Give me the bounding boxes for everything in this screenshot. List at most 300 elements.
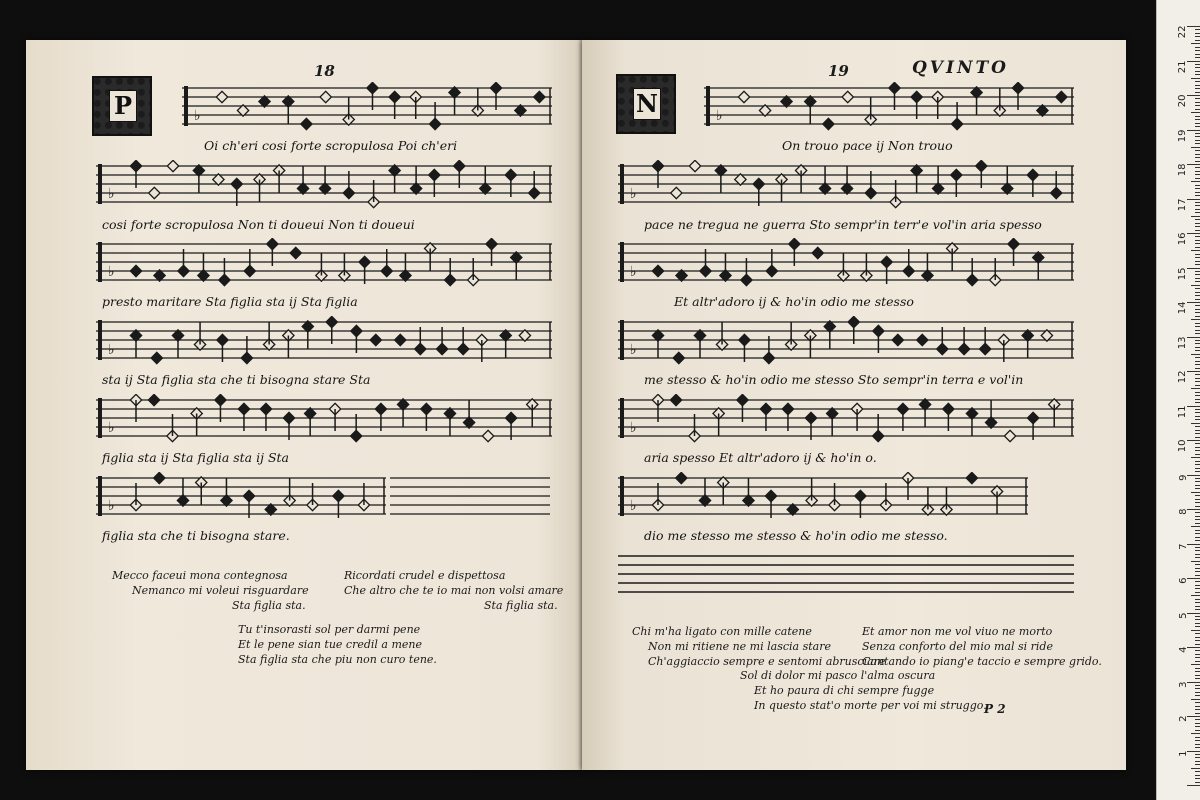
ruler-tick: [1195, 454, 1200, 455]
ruler-tick: [1195, 281, 1200, 282]
ruler-tick: [1191, 319, 1200, 320]
ruler-tick: [1195, 223, 1200, 224]
ruler-tick: [1195, 305, 1200, 306]
ruler-tick: [1195, 154, 1200, 155]
running-head: QVINTO: [912, 58, 1009, 78]
lyric-line: Oi ch'eri cosi forte scropulosa Poi ch'eri: [204, 138, 458, 153]
ruler-tick: [1195, 40, 1200, 41]
ruler-tick: [1195, 257, 1200, 258]
ruler-tick: [1195, 468, 1200, 469]
ruler-tick: [1195, 585, 1200, 586]
ruler-number: 10: [1177, 439, 1189, 453]
verse-line: Sta figlia sta che piu non curo tene.: [238, 653, 437, 666]
lyric-line: Et altr'adoro ij & ho'in odio me stesso: [674, 294, 914, 309]
ruler-tick: [1195, 240, 1200, 241]
ruler-tick: [1195, 637, 1200, 638]
music-staff: [182, 82, 552, 132]
empty-staff: [618, 550, 1074, 600]
ruler-tick: [1195, 688, 1200, 689]
ruler-number: 2: [1177, 715, 1189, 722]
ruler-tick: [1195, 550, 1200, 551]
ruler-tick: [1195, 547, 1200, 548]
ruler-tick: [1195, 568, 1200, 569]
ruler-tick: [1195, 540, 1200, 541]
lyric-line: On trouo pace ij Non trouo: [782, 138, 953, 153]
ruler-tick: [1195, 29, 1200, 30]
ruler-tick: [1195, 123, 1200, 124]
ruler-tick: [1195, 402, 1200, 403]
ruler-tick: [1195, 333, 1200, 334]
svg-text:♭: ♭: [108, 420, 115, 436]
verse-line: Et le pene sian tue credil a mene: [238, 638, 423, 651]
ruler-tick: [1195, 709, 1200, 710]
ruler-tick: [1191, 733, 1200, 734]
svg-text:♭: ♭: [716, 108, 723, 124]
ruler-tick: [1195, 744, 1200, 745]
ruler-tick: [1195, 485, 1200, 486]
ruler-number: 21: [1177, 60, 1189, 73]
ruler-tick: [1195, 343, 1200, 344]
ruler-tick: [1195, 471, 1200, 472]
ruler-tick: [1195, 264, 1200, 265]
ruler-tick: [1195, 205, 1200, 206]
ruler-tick: [1195, 609, 1200, 610]
ruler-tick: [1195, 747, 1200, 748]
ruler-tick: [1195, 316, 1200, 317]
verse-line: Non mi ritiene ne mi lascia stare: [648, 640, 831, 653]
ruler-tick: [1187, 475, 1200, 476]
ruler-tick: [1195, 185, 1200, 186]
music-staff: [96, 472, 386, 522]
ruler-tick: [1195, 247, 1200, 248]
ruler-tick: [1195, 350, 1200, 351]
ruler-tick: [1191, 43, 1200, 44]
ruler-tick: [1195, 771, 1200, 772]
ruler-tick: [1195, 523, 1200, 524]
ruler-tick: [1191, 664, 1200, 665]
ruler-tick: [1195, 443, 1200, 444]
music-staff: [618, 238, 1074, 288]
verse-line: Sol di dolor mi pasco l'alma oscura: [740, 669, 936, 682]
ruler-tick: [1191, 457, 1200, 458]
ruler-tick: [1195, 775, 1200, 776]
measuring-ruler: [1156, 0, 1200, 800]
ruler-tick: [1187, 302, 1200, 303]
svg-text:♭: ♭: [108, 186, 115, 202]
ruler-tick: [1195, 150, 1200, 151]
ruler-tick: [1195, 312, 1200, 313]
verse-line: Chi m'ha ligato con mille catene: [632, 625, 812, 638]
ruler-tick: [1195, 512, 1200, 513]
lyric-line: me stesso & ho'in odio me stesso Sto sempr'in terra e vol'in: [644, 372, 1024, 387]
ruler-tick: [1195, 126, 1200, 127]
verse-line: Sta figlia sta.: [484, 599, 558, 612]
ruler-tick: [1191, 78, 1200, 79]
ruler-tick: [1195, 330, 1200, 331]
ruler-tick: [1195, 778, 1200, 779]
ruler-tick: [1195, 519, 1200, 520]
ruler-tick: [1195, 661, 1200, 662]
ruler-tick: [1195, 161, 1200, 162]
ruler-tick: [1195, 695, 1200, 696]
ruler-tick: [1187, 164, 1200, 165]
ruler-tick: [1187, 682, 1200, 683]
ruler-tick: [1195, 361, 1200, 362]
svg-text:♭: ♭: [630, 420, 637, 436]
svg-text:♭: ♭: [108, 498, 115, 514]
ruler-tick: [1195, 309, 1200, 310]
ruler-tick: [1195, 195, 1200, 196]
ruler-number: 7: [1177, 543, 1189, 550]
ruler-tick: [1195, 599, 1200, 600]
ruler-tick: [1195, 167, 1200, 168]
ruler-tick: [1195, 357, 1200, 358]
ruler-number: 6: [1177, 577, 1189, 584]
signature-mark: P 2: [984, 702, 1006, 716]
ruler-tick: [1195, 209, 1200, 210]
ruler-number: 4: [1177, 646, 1189, 653]
svg-text:♭: ♭: [630, 264, 637, 280]
ruler-tick: [1187, 371, 1200, 372]
ruler-tick: [1187, 716, 1200, 717]
verse-block-3: [740, 668, 987, 713]
verse-block-2: [862, 624, 1102, 669]
ruler-tick: [1195, 412, 1200, 413]
ruler-tick: [1195, 488, 1200, 489]
ruler-tick: [1195, 236, 1200, 237]
ruler-tick: [1195, 602, 1200, 603]
lyric-line: figlia sta che ti bisogna stare.: [102, 528, 290, 543]
ruler-tick: [1191, 147, 1200, 148]
ruler-tick: [1195, 588, 1200, 589]
verse-line: Senza conforto del mio mal si ride: [862, 640, 1053, 653]
ruler-tick: [1195, 537, 1200, 538]
ruler-tick: [1195, 657, 1200, 658]
ruler-tick: [1191, 423, 1200, 424]
svg-text:♭: ♭: [630, 342, 637, 358]
ruler-tick: [1187, 268, 1200, 269]
ruler-tick: [1195, 74, 1200, 75]
ruler-tick: [1195, 692, 1200, 693]
ruler-tick: [1195, 33, 1200, 34]
ruler-tick: [1195, 564, 1200, 565]
ruler-tick: [1195, 723, 1200, 724]
ruler-tick: [1195, 706, 1200, 707]
ruler-tick: [1195, 116, 1200, 117]
ruler-tick: [1195, 499, 1200, 500]
ruler-tick: [1195, 47, 1200, 48]
lyric-line: figlia sta ij Sta figlia sta ij Sta: [102, 450, 289, 465]
ruler-tick: [1191, 250, 1200, 251]
ruler-tick: [1195, 102, 1200, 103]
ruler-tick: [1195, 392, 1200, 393]
ruler-tick: [1195, 730, 1200, 731]
ruler-tick: [1195, 85, 1200, 86]
ruler-number: 19: [1177, 129, 1189, 142]
music-staff: [96, 160, 552, 210]
ruler-tick: [1195, 378, 1200, 379]
ruler-tick: [1195, 757, 1200, 758]
ruler-tick: [1195, 105, 1200, 106]
verse-line: Ricordati crudel e dispettosa: [344, 569, 506, 582]
ruler-tick: [1195, 644, 1200, 645]
ruler-tick: [1195, 67, 1200, 68]
ruler-tick: [1187, 199, 1200, 200]
music-staff: [96, 394, 552, 444]
ruler-tick: [1195, 719, 1200, 720]
ruler-tick: [1191, 630, 1200, 631]
ruler-tick: [1195, 92, 1200, 93]
decorated-initial-p: [92, 76, 152, 136]
ruler-tick: [1191, 768, 1200, 769]
ruler-tick: [1195, 623, 1200, 624]
verse-line: Mecco faceui mona contegnosa: [112, 569, 288, 582]
verse-block-1: [112, 568, 309, 613]
music-staff: [618, 472, 1028, 522]
ruler-number: 20: [1177, 94, 1189, 108]
ruler-tick: [1195, 481, 1200, 482]
ruler-number: 1: [1177, 750, 1189, 757]
ruler-tick: [1195, 374, 1200, 375]
ruler-tick: [1195, 533, 1200, 534]
ruler-tick: [1195, 409, 1200, 410]
ruler-tick: [1195, 192, 1200, 193]
ruler-tick: [1195, 157, 1200, 158]
verse-line: Nemanco mi voleui risguardare: [132, 584, 309, 597]
ruler-tick: [1195, 188, 1200, 189]
ruler-tick: [1195, 254, 1200, 255]
decorated-initial-n: [616, 74, 676, 134]
lyric-line: presto maritare Sta figlia sta ij Sta figlia: [102, 294, 358, 309]
ruler-tick: [1195, 575, 1200, 576]
ruler-tick: [1195, 295, 1200, 296]
ruler-tick: [1195, 261, 1200, 262]
ruler-tick: [1195, 54, 1200, 55]
ruler-tick: [1195, 81, 1200, 82]
ruler-tick: [1195, 133, 1200, 134]
ruler-tick: [1195, 740, 1200, 741]
ruler-number: 13: [1177, 336, 1189, 349]
ruler-tick: [1195, 347, 1200, 348]
ruler-tick: [1195, 592, 1200, 593]
left-page-number: 18: [314, 62, 335, 80]
verse-line: Et amor non me vol viuo ne morto: [862, 625, 1053, 638]
verse-line: Ch'aggiaccio sempre e sentomi abrusciare: [648, 655, 886, 668]
ruler-tick: [1191, 492, 1200, 493]
ruler-tick: [1195, 495, 1200, 496]
ruler-tick: [1191, 699, 1200, 700]
ruler-tick: [1187, 613, 1200, 614]
ruler-tick: [1195, 675, 1200, 676]
ruler-tick: [1195, 616, 1200, 617]
ruler-number: 12: [1177, 370, 1189, 384]
ruler-tick: [1195, 626, 1200, 627]
ruler-tick: [1195, 274, 1200, 275]
ruler-tick: [1195, 702, 1200, 703]
ruler-tick: [1187, 26, 1200, 27]
ruler-number: 17: [1177, 198, 1189, 211]
lyric-line: pace ne tregua ne guerra Sto sempr'in terr'e vol'in aria spesso: [644, 217, 1042, 232]
ruler-tick: [1195, 226, 1200, 227]
ruler-tick: [1191, 354, 1200, 355]
ruler-tick: [1191, 285, 1200, 286]
ruler-tick: [1195, 502, 1200, 503]
ruler-tick: [1195, 299, 1200, 300]
verse-line: Cantando io piang'e taccio e sempre grido.: [862, 655, 1102, 668]
ruler-tick: [1195, 654, 1200, 655]
ruler-tick: [1195, 764, 1200, 765]
verse-line: In questo stat'o morte per voi mi struggo.: [754, 699, 987, 712]
ruler-tick: [1195, 640, 1200, 641]
right-page-number: 19: [828, 62, 849, 80]
ruler-tick: [1187, 337, 1200, 338]
ruler-tick: [1195, 212, 1200, 213]
ruler-tick: [1195, 143, 1200, 144]
svg-text:♭: ♭: [108, 342, 115, 358]
music-staff: [618, 316, 1074, 366]
ruler-number: 22: [1177, 25, 1189, 39]
svg-text:♭: ♭: [630, 498, 637, 514]
ruler-tick: [1187, 647, 1200, 648]
ruler-tick: [1195, 178, 1200, 179]
svg-text:♭: ♭: [630, 186, 637, 202]
ruler-tick: [1195, 395, 1200, 396]
ruler-tick: [1195, 174, 1200, 175]
ruler-number: 14: [1177, 301, 1189, 315]
ruler-tick: [1195, 140, 1200, 141]
ruler-tick: [1195, 685, 1200, 686]
ruler-tick: [1195, 754, 1200, 755]
ruler-tick: [1195, 288, 1200, 289]
ruler-tick: [1195, 171, 1200, 172]
ruler-tick: [1195, 437, 1200, 438]
ruler-tick: [1195, 64, 1200, 65]
ruler-tick: [1195, 98, 1200, 99]
ruler-tick: [1191, 112, 1200, 113]
ruler-tick: [1195, 737, 1200, 738]
ruler-tick: [1195, 581, 1200, 582]
ruler-tick: [1195, 340, 1200, 341]
ruler-tick: [1195, 557, 1200, 558]
ruler-tick: [1195, 57, 1200, 58]
lyric-line: aria spesso Et altr'adoro ij & ho'in o.: [644, 450, 877, 465]
ruler-tick: [1195, 650, 1200, 651]
ruler-tick: [1195, 381, 1200, 382]
left-page: [26, 40, 582, 770]
music-staff: [96, 238, 552, 288]
ruler-tick: [1195, 619, 1200, 620]
ruler-number: 8: [1177, 508, 1189, 515]
ruler-tick: [1187, 95, 1200, 96]
ruler-tick: [1187, 233, 1200, 234]
ruler-tick: [1195, 368, 1200, 369]
ruler-tick: [1195, 726, 1200, 727]
ruler-tick: [1195, 447, 1200, 448]
ruler-tick: [1195, 88, 1200, 89]
ruler-tick: [1195, 50, 1200, 51]
verse-line: Et ho paura di chi sempre fugge: [754, 684, 935, 697]
ruler-tick: [1195, 243, 1200, 244]
ruler-tick: [1187, 751, 1200, 752]
music-staff: [704, 82, 1074, 132]
ruler-tick: [1191, 561, 1200, 562]
ruler-tick: [1195, 419, 1200, 420]
music-staff: [618, 394, 1074, 444]
ruler-number: 18: [1177, 163, 1189, 177]
ruler-tick: [1195, 571, 1200, 572]
svg-text:♭: ♭: [194, 108, 201, 124]
ruler-tick: [1195, 399, 1200, 400]
ruler-tick: [1195, 271, 1200, 272]
ruler-tick: [1195, 385, 1200, 386]
ruler-tick: [1195, 71, 1200, 72]
ruler-tick: [1187, 509, 1200, 510]
ruler-tick: [1195, 761, 1200, 762]
ruler-tick: [1195, 671, 1200, 672]
verse-line: Tu t'insorasti sol per darmi pene: [238, 623, 421, 636]
lyric-line: dio me stesso me stesso & ho'in odio me stesso.: [644, 528, 948, 543]
ruler-tick: [1191, 595, 1200, 596]
ruler-number: 5: [1177, 612, 1189, 619]
ruler-tick: [1191, 181, 1200, 182]
ruler-tick: [1195, 202, 1200, 203]
ruler-tick: [1195, 364, 1200, 365]
ruler-tick: [1195, 136, 1200, 137]
ruler-tick: [1187, 544, 1200, 545]
verse-block-1: [632, 624, 885, 669]
ruler-tick: [1195, 433, 1200, 434]
empty-staff: [390, 472, 550, 522]
ruler-tick: [1195, 292, 1200, 293]
ruler-tick: [1195, 461, 1200, 462]
music-staff: [618, 160, 1074, 210]
ruler-tick: [1191, 526, 1200, 527]
ruler-tick: [1187, 785, 1200, 786]
ruler-tick: [1195, 678, 1200, 679]
ruler-tick: [1195, 323, 1200, 324]
ruler-tick: [1195, 530, 1200, 531]
ruler-tick: [1195, 713, 1200, 714]
right-page: [582, 40, 1126, 770]
ruler-tick: [1187, 440, 1200, 441]
ruler-tick: [1195, 606, 1200, 607]
verse-line: Sta figlia sta.: [232, 599, 306, 612]
ruler-number: 3: [1177, 681, 1189, 688]
music-staff: [96, 316, 552, 366]
initial-letter: N: [633, 88, 661, 120]
verse-line: Che altro che te io mai non volsi amare: [344, 584, 564, 597]
ruler-tick: [1195, 516, 1200, 517]
lyric-line: cosi forte scropulosa Non ti doueui Non ti doueui: [102, 217, 415, 232]
ruler-tick: [1195, 633, 1200, 634]
ruler-tick: [1195, 668, 1200, 669]
verse-block-2: [344, 568, 563, 613]
initial-letter: P: [109, 90, 137, 122]
ruler-tick: [1195, 36, 1200, 37]
ruler-tick: [1187, 61, 1200, 62]
ruler-tick: [1195, 219, 1200, 220]
ruler-tick: [1187, 130, 1200, 131]
ruler-number: 16: [1177, 232, 1189, 246]
ruler-number: 15: [1177, 267, 1189, 280]
ruler-tick: [1195, 464, 1200, 465]
verse-block-3: [238, 622, 437, 667]
ruler-tick: [1195, 109, 1200, 110]
lyric-line: sta ij Sta figlia sta che ti bisogna stare Sta: [102, 372, 371, 387]
ruler-tick: [1195, 430, 1200, 431]
ruler-tick: [1195, 119, 1200, 120]
ruler-tick: [1195, 278, 1200, 279]
